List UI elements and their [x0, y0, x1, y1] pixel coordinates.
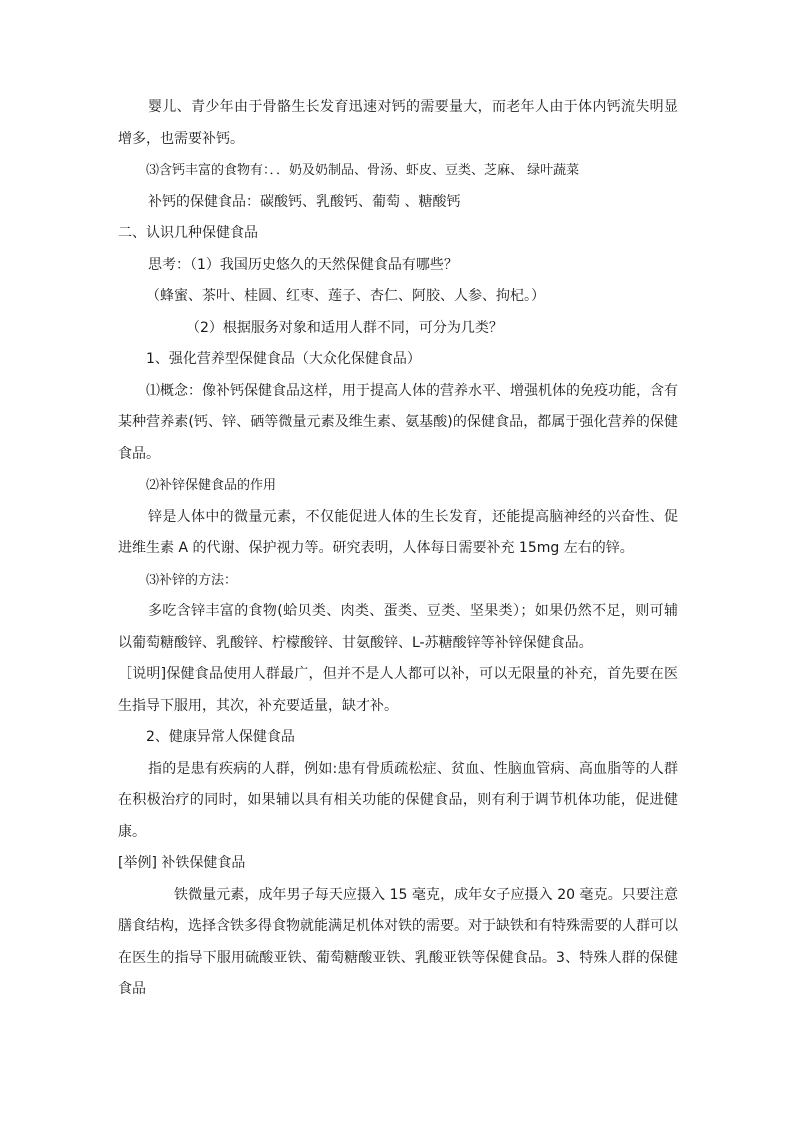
paragraph-question-1: 思考：（1）我国历史悠久的天然保健食品有哪些？	[148, 256, 458, 273]
paragraph-abnormal-health: 指的是患有疾病的人群，例如:患有骨质疏松症、贫血、性脑血管病、高血脂等的人群在积极治疗的同时，如果辅以具有相关功能的保健食品，则有利于调节机体功能，促进健康。	[118, 760, 678, 840]
paragraph-iron: 铁微量元素，成年男子每天应摄入 15 毫克，成年女子应摄入 20 毫克。只要注意膳食结构，选择含铁多得食物就能满足机体对铁的需要。对于缺铁和有特殊需要的人群可以在医生的指导下服用硫酸亚铁、葡萄糖酸亚铁、乳酸亚铁等保健食品。3、特殊人群的保健食品	[118, 886, 678, 997]
section-heading-health-foods: 二、认识几种保健食品	[118, 225, 258, 241]
paragraph-calcium-need: 婴儿、青少年由于骨骼生长发育迅速对钙的需要量大，而老年人由于体内钙流失明显增多，也需要补钙。	[118, 99, 678, 147]
subheading-fortified-foods: 1、强化营养型保健食品（大众化保健食品）	[146, 351, 421, 367]
subheading-zinc-function: ⑵补锌保健食品的作用	[146, 478, 277, 493]
subheading-abnormal-health: 2、健康异常人保健食品	[146, 729, 295, 745]
paragraph-concept: ⑴概念：像补钙保健食品这样，用于提高人体的营养水平、增强机体的免疫功能，含有某种营养素(钙、锌、硒等微量元素及维生素、氨基酸)的保健食品，都属于强化营养的保健食品。	[118, 382, 678, 462]
paragraph-zinc-method: 多吃含锌丰富的食物(蛤贝类、肉类、蛋类、豆类、坚果类）；如果仍然不足，则可辅以葡萄糖酸锌、乳酸锌、柠檬酸锌、甘氨酸锌、L-苏糖酸锌等补锌保健食品。	[118, 603, 678, 651]
document-page	[118, 92, 678, 1006]
paragraph-example-heading: [举例] 补铁保健食品	[118, 855, 246, 871]
paragraph-answer-1: （蜂蜜、茶叶、桂圆、红枣、莲子、杏仁、阿胶、人参、拘杞。）	[146, 288, 545, 304]
paragraph-zinc-function: 锌是人体中的微量元素，不仅能促进人体的生长发育，还能提高脑神经的兴奋性、促进维生素 A 的代谢、保护视力等。研究表明，人体每日需要补充 15mg 左右的锌。	[118, 508, 678, 556]
paragraph-calcium-products: 补钙的保健食品：碳酸钙、乳酸钙、葡萄 、糖酸钙	[148, 193, 461, 210]
paragraph-question-2: （2）根据服务对象和适用人群不同，可分为几类？	[186, 319, 503, 336]
paragraph-note: ［说明]保健食品使用人群最广，但并不是人人都可以补，可以无限量的补充，首先要在医生指导下服用，其次，补充要适量，缺才补。	[118, 666, 678, 714]
subheading-zinc-method: ⑶补锌的方法：	[146, 572, 238, 588]
paragraph-calcium-foods: ⑶含钙丰富的食物有：．．奶及奶制品、骨汤、虾皮、豆类、芝麻、 绿叶蔬菜	[146, 163, 580, 178]
